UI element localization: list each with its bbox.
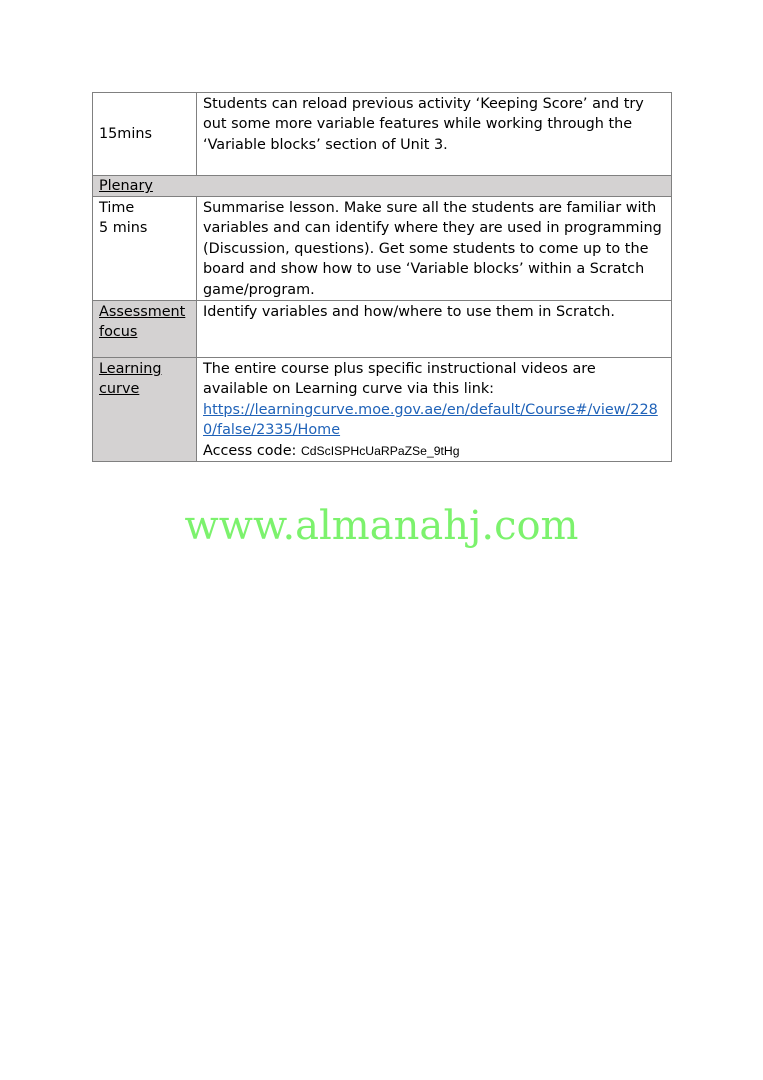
activity-time-cell [93,93,197,176]
assessment-label-line1: Assessment [99,304,186,321]
assessment-row [93,301,672,358]
plenary-heading-cell [93,176,672,197]
plenary-description-cell [197,197,672,301]
activity-time: 15mins [99,126,152,143]
activity-description-cell [197,93,672,176]
activity-row [93,93,672,176]
access-code-value: CdScISPHcUaRPaZSe_9tHg [300,443,460,458]
learning-curve-description-cell [197,358,672,462]
plenary-time-label: Time [99,200,135,216]
plenary-time-value: 5 mins [99,220,148,237]
assessment-label-line2: focus [99,324,138,341]
access-code-label: Access code: [203,442,301,459]
learning-curve-label-line2: curve [99,381,140,398]
watermark-text: www.almanahj.com [184,503,579,549]
learning-curve-label-cell [93,358,197,462]
plenary-description: Summarise lesson. Make sure all the students are familiar with variables and can identify where they are used in programming (Discussion, questions). Get some students to come up to the board and show how to use ‘Variable blocks’ within a Scratch game/program. [203,200,662,298]
access-code-line [203,441,665,461]
assessment-description: Identify variables and how/where to use them in Scratch. [203,304,615,321]
assessment-label-cell [93,301,197,358]
plenary-row [93,197,672,301]
learning-curve-label-line1: Learning [99,361,162,378]
learning-curve-row [93,358,672,462]
plenary-time-cell [93,197,197,301]
assessment-description-cell [197,301,672,358]
activity-description: Students can reload previous activity ‘Keeping Score’ and try out some more variable features while working through the ‘Variable blocks’ section of Unit 3. [203,96,644,153]
learning-curve-link[interactable]: https://learningcurve.moe.gov.ae/en/default/Course#/view/2280/false/2335/Home [203,401,658,439]
plenary-heading-row [93,176,672,197]
learning-curve-description: The entire course plus specific instructional videos are available on Learning curve via this link: [203,361,596,398]
lesson-plan-table [92,92,672,462]
plenary-heading: Plenary [99,178,153,194]
